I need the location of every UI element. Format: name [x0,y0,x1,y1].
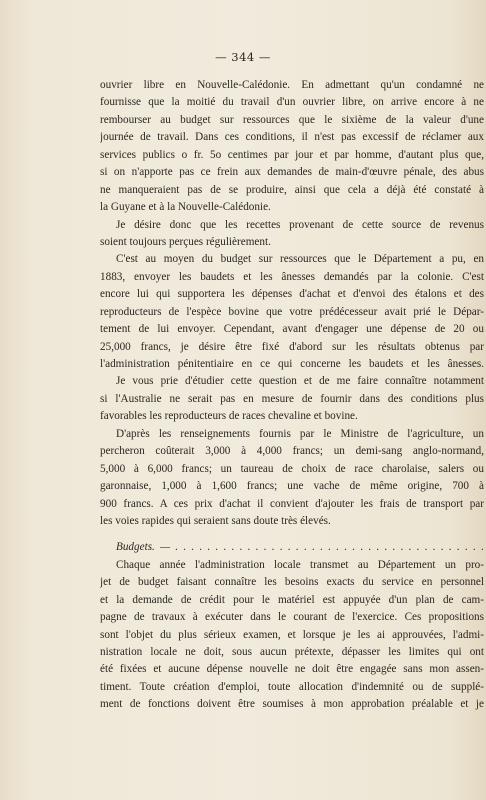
text-line: ouvrier libre en Nouvelle-Calédonie. En admettant qu'un condamné ne [100,79,484,91]
text-line: timent. Toute création d'emploi, toute allocation d'indemnité ou de supplé- [100,680,484,693]
text-line: Je désire donc que les recettes provenant de cette source de revenus [116,218,484,231]
text-line: soient toujours perçues régulièrement. [100,235,271,248]
section-heading: Budgets. — . . . . . . . . . . . . . . . . . . . . . . . . . . . . . . . . . . . . . . . [116,541,484,554]
text-line: tement de lui envoyer. Cependant, avant d'engager une dépense de 20 ou [100,323,484,336]
text-line: ne manqueraient pas de se produire, ainsi que cela a déjà été constaté à [100,183,484,196]
text-line: nistration locale ne doit, sous aucun prétexte, dépasser les limites qui ont [100,646,484,658]
text-line: reproducteurs de l'espèce bovine que votre prédécesseur avait prié le Dépar- [100,305,484,318]
body-text [100,77,484,714]
text-line: pagne de travaux à exécuter dans le courant de l'exercice. Ces propositions [100,611,484,624]
text-line: la Guyane et à la Nouvelle-Calédonie. [100,201,271,214]
text-line: les voies rapides qui seraient sans doute très élevés. [100,514,331,527]
text-line: si l'Australie ne serait pas en mesure de fournir dans des conditions plus [100,392,484,405]
text-line: D'après les renseignements fournis par le Ministre de l'agriculture, un [116,427,484,440]
text-line: services publics o fr. 5o centimes par jour et par homme, d'autant plus que, [100,148,484,161]
text-line: journée de travail. Dans ces conditions, il n'est pas excessif de réclamer aux [100,131,484,144]
text-line: encore lui qui supportera les dépenses d'achat et d'envoi des étalons et des [100,288,484,301]
text-line: garonnaise, 1,000 à 1,600 francs; une vache de même origine, 700 à [100,480,484,493]
text-line: Chaque année l'administration locale transmet au Département un pro- [116,558,484,571]
text-line: Je vous prie d'étudier cette question et de me faire connaître notamment [116,375,484,388]
text-line: rembourser au budget sur ressources que le sixième de la valeur d'une [100,113,484,126]
text-line: fournisse que la moitié du travail d'un ouvrier libre, on arrive encore à ne [100,96,484,109]
text-line: 1883, envoyer les baudets et les ânesses demandés par la colonie. C'est [100,270,484,283]
text-line: sont l'objet du plus sérieux examen, et lorsque je les ai approuvées, l'admi- [100,628,484,641]
text-line: 5,000 à 6,000 francs; un taureau de choix de race charolaise, salers ou [100,462,484,475]
page-number: — 344 — [215,50,271,64]
text-line: et la demande de crédit pour le matériel est appuyée d'un plan de cam- [100,593,484,606]
text-line: 900 francs. A ces prix d'achat il convient d'ajouter les frais de transport par [100,497,484,510]
text-line: C'est au moyen du budget sur ressources que le Département a pu, en [116,253,484,266]
text-line: l'administration pénitentiaire en ce qui concerne les baudets et les ânesses. [100,358,484,370]
text-line: percheron coûterait 3,000 à 4,000 francs; un demi-sang anglo-normand, [100,445,484,458]
text-line: si on n'apporte pas ce frein aux demandes de main-d'œuvre pénale, des abus [100,166,484,179]
text-line: été fixées et aucune dépense nouvelle ne doit être engagée sans mon assen- [100,663,484,676]
text-line: 25,000 francs, je désire être fixé d'abord sur les résultats obtenus par [100,340,484,353]
text-line: ment de fonctions doivent être soumises à mon approbation préalable et je [100,698,484,711]
text-line: favorables les reproducteurs de races chevaline et bovine. [100,410,358,423]
text-line: jet de budget faisant connaître les besoins exacts du service en personnel [100,576,484,589]
